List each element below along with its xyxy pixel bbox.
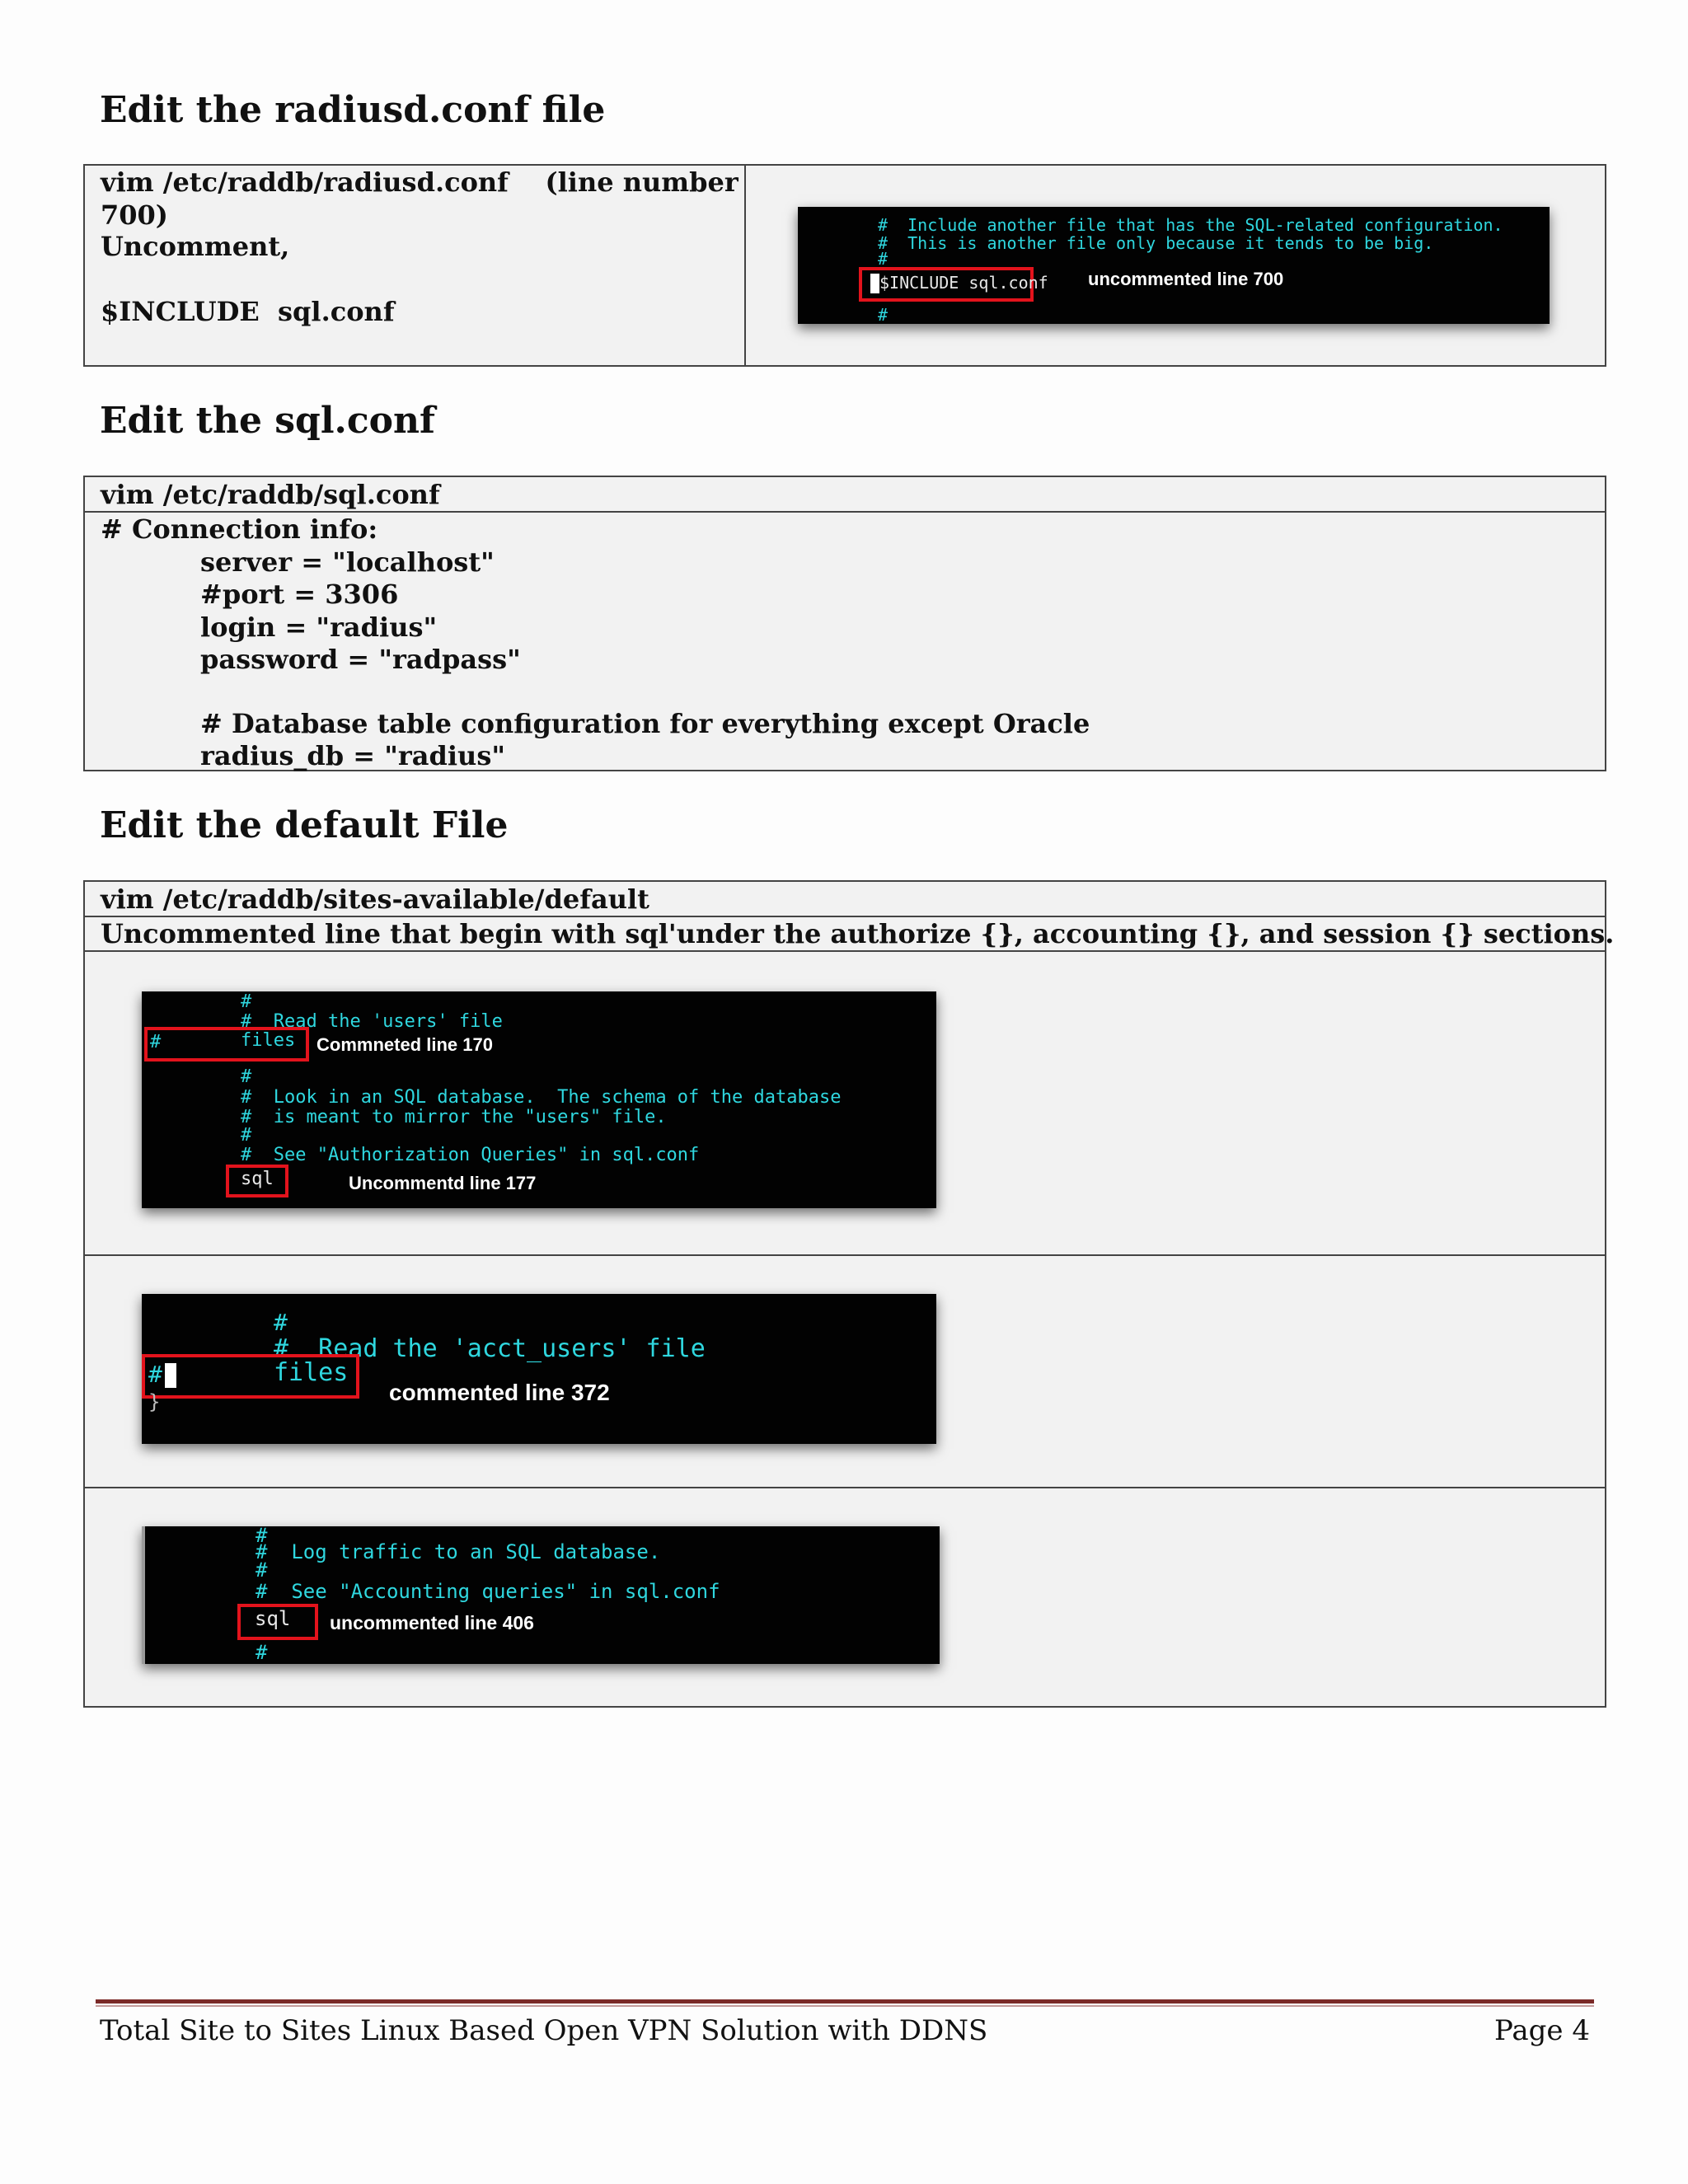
auth-hash: # <box>150 1032 162 1052</box>
radiusd-term-line-3: # <box>878 249 889 269</box>
radiusd-note: uncommented line 700 <box>1088 269 1284 289</box>
auth-line-5: # Look in an SQL database. The schema of the database <box>241 1087 842 1108</box>
acct-line-2: # Read the 'acct_users' file <box>274 1334 706 1363</box>
log-line-6: # <box>256 1641 268 1664</box>
sqlconf-table <box>83 476 1606 771</box>
sqlconf-setting-server: server = "localhost" <box>200 546 495 578</box>
sqlconf-setting-login: login = "radius" <box>200 612 438 643</box>
auth-files: files <box>241 1030 296 1051</box>
sqlconf-setting-port: #port = 3306 <box>200 579 399 610</box>
default-description: Uncommented line that begin with sql'under the authorize {}, accounting {}, and session {} sections. <box>101 918 1615 949</box>
radiusd-screenshot <box>798 207 1550 324</box>
radiusd-cmd: vim /etc/raddb/radiusd.conf <box>101 166 509 198</box>
default-divider-4 <box>85 1487 1605 1488</box>
auth-line-6: # is meant to mirror the "users" file. <box>241 1107 667 1127</box>
auth-line-2: # Read the 'users' file <box>241 1011 503 1032</box>
terminal-cursor <box>870 274 879 293</box>
acct-brace: } <box>148 1390 161 1413</box>
radiusd-term-line-2: # This is another file only because it tends to be big. <box>878 233 1434 253</box>
radiusd-term-line-1: # Include another file that has the SQL-related configuration. <box>878 215 1503 235</box>
accounting-sql-screenshot <box>142 1526 940 1664</box>
radiusd-directive: $INCLUDE sql.conf <box>101 296 395 327</box>
radiusd-term-line-after: # <box>878 305 889 324</box>
log-line-3: # <box>256 1558 268 1582</box>
radiusd-include-line: $INCLUDE sql.conf <box>879 273 1048 293</box>
accounting-files-screenshot <box>142 1294 936 1444</box>
footer-page-number: Page 4 <box>1494 2014 1590 2047</box>
log-line-4: # See "Accounting queries" in sql.conf <box>256 1580 720 1603</box>
log-line-1: # <box>256 1526 268 1547</box>
acct-line-1: # <box>274 1309 288 1336</box>
auth-sql: sql <box>241 1169 274 1189</box>
acct-files: files <box>274 1358 349 1387</box>
acct-note: commented line 372 <box>389 1380 610 1405</box>
auth-line-1: # <box>241 991 252 1012</box>
footer-rule-thin <box>96 2005 1594 2007</box>
default-cmd: vim /etc/raddb/sites-available/default <box>101 883 649 915</box>
section-heading-radiusd: Edit the radiusd.conf file <box>100 89 606 131</box>
log-sql: sql <box>255 1607 291 1630</box>
sqlconf-comment: # Connection info: <box>101 513 378 545</box>
auth-line-4: # <box>241 1066 252 1087</box>
log-note: uncommented line 406 <box>330 1612 534 1633</box>
default-divider-2 <box>85 950 1605 952</box>
terminal-cursor <box>165 1363 176 1388</box>
sqlconf-cmd: vim /etc/raddb/sql.conf <box>101 479 440 510</box>
default-divider-3 <box>85 1254 1605 1256</box>
footer-rule <box>96 1999 1594 2004</box>
auth-note-1: Commneted line 170 <box>316 1034 493 1055</box>
radiusd-line-ref: (line number 700) <box>101 166 738 231</box>
footer-title: Total Site to Sites Linux Based Open VPN Solution with DDNS <box>100 2014 988 2047</box>
acct-hash: # <box>148 1361 162 1388</box>
radiusd-left-cell <box>85 166 746 365</box>
auth-line-8: # See "Authorization Queries" in sql.conf <box>241 1145 700 1165</box>
log-line-2: # Log traffic to an SQL database. <box>256 1540 661 1563</box>
sqlconf-setting-password: password = "radpass" <box>200 644 521 675</box>
section-heading-sqlconf: Edit the sql.conf <box>100 400 435 442</box>
sqlconf-db-comment: # Database table configuration for everything except Oracle <box>200 708 1090 739</box>
radiusd-instruction: Uncomment, <box>101 231 290 262</box>
auth-line-7: # <box>241 1125 252 1146</box>
sqlconf-db-setting: radius_db = "radius" <box>200 740 505 771</box>
authorize-screenshot <box>142 991 936 1208</box>
radiusd-cmd-line <box>101 166 744 232</box>
auth-note-2: Uncommentd line 177 <box>349 1173 537 1193</box>
section-heading-default: Edit the default File <box>100 804 509 846</box>
